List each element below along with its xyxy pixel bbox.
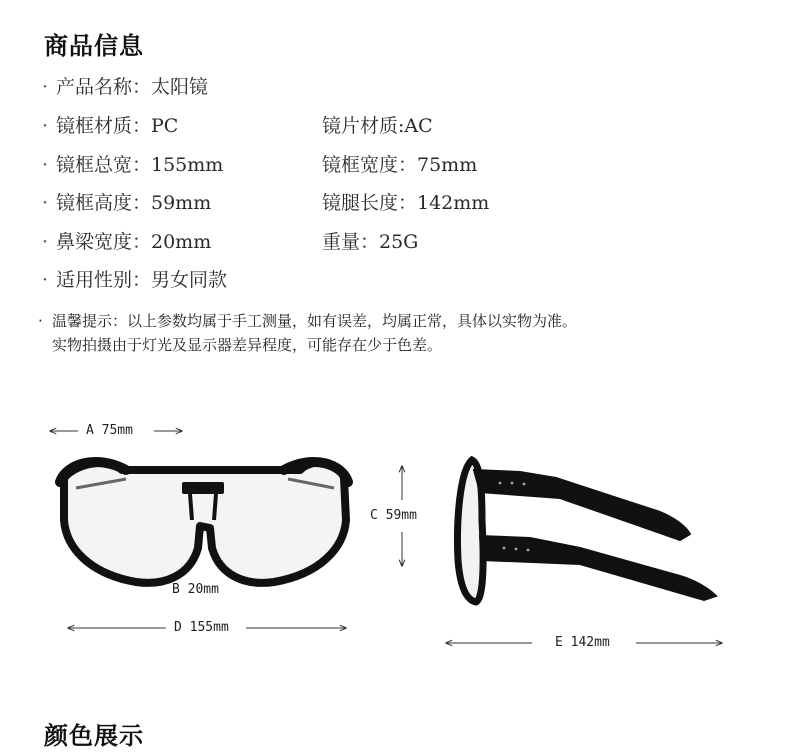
tip-line-1: · 温馨提示：以上参数均属于手工测量，如有误差，均属正常，具体以实物为准。	[38, 312, 578, 330]
spec-total-width-text: 镜框总宽：155mm	[56, 154, 224, 176]
spec-weight: 重量：25G	[322, 231, 419, 253]
glasses-side-view	[458, 460, 716, 602]
dim-b-label: B 20mm	[172, 582, 219, 597]
color-display-heading: 颜色展示	[44, 722, 144, 750]
spec-temple-length: 镜腿长度：142mm	[322, 192, 490, 214]
spec-frame-height-text: 镜框高度：59mm	[56, 192, 212, 214]
spec-total-width: · 镜框总宽：155mm	[42, 154, 224, 176]
spec-lens-material: 镜片材质:AC	[322, 115, 433, 137]
spec-product-name-text: 产品名称：太阳镜	[56, 76, 209, 98]
glasses-front-view	[60, 462, 348, 583]
nose-bridge-pad	[182, 482, 224, 494]
spec-frame-height: · 镜框高度：59mm	[42, 192, 212, 214]
spec-product-name: · 产品名称：太阳镜	[42, 76, 209, 98]
upper-temple	[474, 470, 690, 540]
dim-d-label: D 155mm	[174, 620, 229, 635]
spec-gender-text: 适用性别：男女同款	[56, 269, 228, 291]
spec-frame-width: 镜框宽度：75mm	[322, 154, 478, 176]
dim-c-label: C 59mm	[370, 508, 417, 523]
spec-frame-material: · 镜框材质：PC	[42, 115, 179, 137]
spec-bridge-width-text: 鼻梁宽度：20mm	[56, 231, 212, 253]
spec-bridge-width: · 鼻梁宽度：20mm	[42, 231, 212, 253]
dim-e-label: E 142mm	[555, 635, 610, 650]
lower-temple	[480, 536, 716, 600]
frame-outline	[64, 462, 346, 582]
product-info-heading: 商品信息	[44, 32, 144, 60]
spec-frame-material-text: 镜框材质：PC	[56, 115, 179, 137]
tip-line-1-text: 温馨提示：以上参数均属于手工测量，如有误差，均属正常，具体以实物为准。	[52, 312, 578, 330]
spec-gender: · 适用性别：男女同款	[42, 269, 228, 291]
dim-a-label: A 75mm	[86, 423, 133, 438]
tip-line-2: 实物拍摄由于灯光及显示器差异程度，可能存在少于色差。	[52, 336, 443, 354]
